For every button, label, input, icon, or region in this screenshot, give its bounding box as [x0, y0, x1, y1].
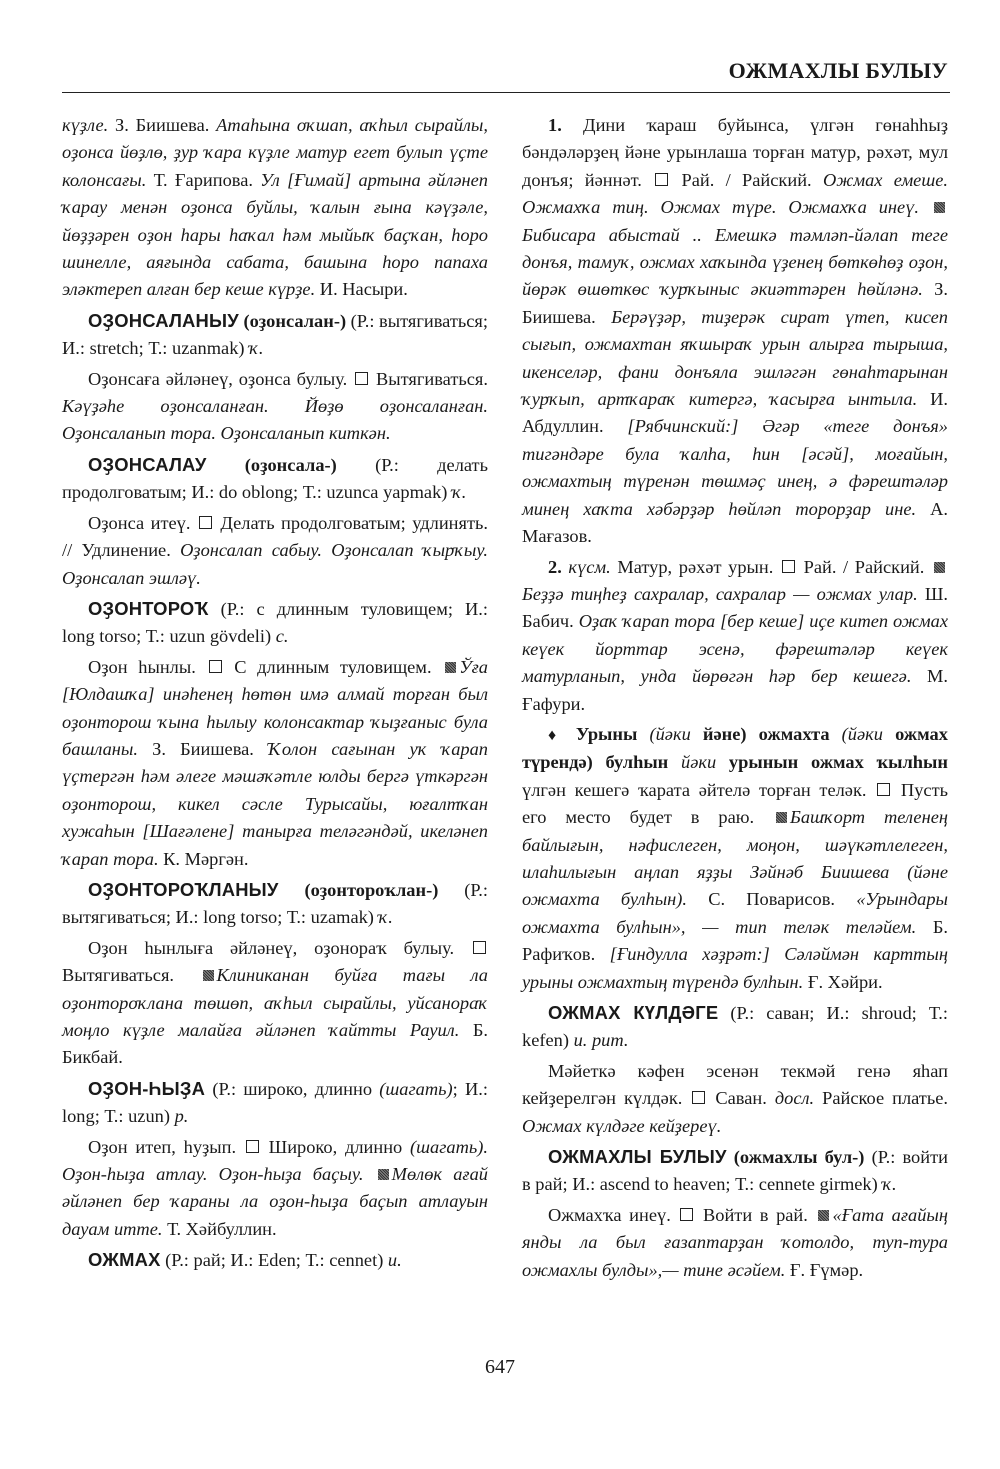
translation-marker-icon	[692, 1091, 705, 1104]
example-marker-icon	[776, 812, 787, 823]
headword: ОҘОНСАЛАНЫУ	[88, 309, 239, 331]
entry-ozhmakhly-bulyu: ОЖМАХЛЫ БУЛЫУ (ожмахлы бул-) (Р.: войти в рай; И.: ascend to heaven; Т.: cennete girmek) ҡ.	[522, 1146, 948, 1195]
headword: ОҘОНСАЛАУ	[88, 453, 207, 475]
example-marker-icon	[934, 562, 945, 573]
idiom-diamond-icon: ♦	[548, 726, 564, 744]
right-column	[522, 112, 948, 1284]
entry-ozonsalau: ОҘОНСАЛАУ (оҙонсала-) (Р.: делать продолговатым; И.: do oblong; Т.: uzunca yapmak) ҡ.	[62, 453, 488, 503]
sense: Мәйеткә кәфен эсенән текмәй генә яһап кейҙерелгән күлдәк. Саван. досл. Райское платье. Ожмах күлдәге кейҙереү.	[522, 1060, 948, 1136]
sense-1: 1. Дини ҡараш буйынса, үлгән гөнаһһыҙ бәндәләрҙең йәне урынлаша торған матур, рәхәт, мул донъя; йәннәт. Рай. / Райский. Ожмах емеше. Ожмахҡа тиң. Ожмах түре. Ожмахҡа инеү. Бибисара абыстай .. Емешкә тәмләп-йәлап теге донъя, тамуҡ, ожмах хаҡында үҙенең бөткөһөҙ оҙон, йөрәк өшөткөс ҡурҡыныс әкиәттәрен һөйләнә. З. Биишева. Берәүҙәр, тиҙерәк сират үтеп, кисеп сығып, ожмахтан яҡшыраҡ урын алырға тырыша, икенселәр, фани донъяла эшләгән гөнаһтарынан ҡурҡып, артҡараҡ китергә, ҡасырға ынтыла. И. Абдуллин. [Рябчинский:] Әгәр «теге донъя» тигәндәре була ҡалһа, һин [әсәй], моғайын, ожмахтың түренән төшмәҫ инең, ә фәрештәләр минең хаҡта хәбәрҙәр һөйләп торорҙар ине. А. Мағазов.	[522, 115, 948, 547]
continued-entry: күҙле. З. Биишева. Атаһына оҡшап, аҡһыл сырайлы, оҙонса йөҙлө, ҙур ҡара күҙле матур егет булып үҫте колонсағы. Т. Ғарипова. Ул [Ғимай] артына әйләнеп ҡарау менән оҙонса буйлы, ҡалын ғына кәүҙәле, йөҙҙәрен оҙон һары һаҡал һәм мыйыҡ баҫҡан, һоро шинелле, аяғында сабата, башына һоро папаха эләктереп алған бер кеше күрҙе. И. Насыри.	[62, 115, 489, 300]
translation-marker-icon	[655, 173, 668, 186]
idiom: ♦ Урыны (йәки йәне) ожмахта (йәки ожмах түрендә) булһын йәки урынын ожмах ҡылһын үлгән кешегә ҡарата әйтелә торған теләк. Пусть его место будет в раю. Башҡорт теленең байлығын, нәфислеген, моңон, шәүкәтлелеген, илаһилығын аңлап яҙҙы Зәйнәб Биишева (йәне ожмахта булһын). С. Поварисов. «Урындары ожмахта булһын», — тип теләк теләйем. Б. Рафиҡов. [Ғиндулла хәҙрәт:] Сәләймән карттың урыны ожмахтың түрендә булһын. Ғ. Хәйри.	[522, 723, 948, 992]
entry-ozontorok: ОҘОНТОРОҠ (Р.: с длинным туловищем; И.: long torso; Т.: uzun gövdeli) с.	[62, 597, 488, 647]
sense: Оҙонсаға әйләнеү, оҙонса булыу. Вытягиваться. Кәүҙәһе оҙонсаланған. Йөҙө оҙонсаланған. Оҙонсаланып тора. Оҙонсаланып киткән.	[62, 368, 488, 444]
translation-marker-icon	[877, 783, 890, 796]
entry-ozhmakh-kuldage: ОЖМАХ КҮЛДӘГЕ (Р.: саван; И.: shroud; Т.: kefen) и. рит.	[522, 1002, 948, 1051]
example-marker-icon	[934, 202, 945, 213]
headword: ОҘОНТОРОҠЛАНЫУ	[88, 878, 279, 900]
example-marker-icon	[818, 1210, 829, 1221]
headword: ОҘОНТОРОҠ	[88, 597, 209, 619]
headword: ОҘОН-ҺЫҘА	[88, 1077, 206, 1099]
left-column	[62, 112, 488, 1275]
entry-ozon-hyza: ОҘОН-ҺЫҘА (Р.: широко, длинно (шагать); И.: long; Т.: uzun) р.	[62, 1077, 489, 1127]
headword: ОЖМАХЛЫ БУЛЫУ	[548, 1146, 727, 1168]
sense: Ожмахҡа инеү. Войти в рай. «Ғата ағайың янды ла был ғазаптарҙан ҡотолдо, туп-тура ожмахлы булды»,— тине әсәйем. Ғ. Ғүмәр.	[522, 1204, 948, 1280]
sense: Оҙон итеп, һуҙып. Широко, длинно (шагать). Оҙон-һыҙа атлау. Оҙон-һыҙа баҫыу. Мөлөк ағай әйләнеп бер ҡараны ла оҙон-һыҙа баҫып атлауын дауам итте. Т. Хәйбуллин.	[62, 1136, 488, 1239]
translation-marker-icon	[199, 516, 212, 529]
headword: ОЖМАХ	[88, 1249, 161, 1271]
sense: Оҙонса итеү. Делать продолговатым; удлинять. // Удлинение. Оҙонсалап сабыу. Оҙонсалап ҡырҡыу. Оҙонсалап эшләү.	[62, 512, 488, 588]
example-marker-icon	[203, 970, 214, 981]
translation-marker-icon	[680, 1208, 693, 1221]
page-number: 647	[485, 1356, 515, 1378]
page-header	[62, 52, 950, 93]
sense-2: 2. күсм. Матур, рәхәт урын. Рай. / Райский. Беҙҙә тиңһеҙ сахралар, сахралар — ожмах улар. Ш. Бабич. Оҙаҡ ҡарап тора [бер кеше] иҫе китеп ожмах кеүек йорттар эсенә, фәрештәләр кеүек матурланып, унда йөрөгән һәр бер кешегә. М. Ғафури.	[522, 556, 949, 714]
example-marker-icon	[445, 662, 456, 673]
entry-ozontoroklanyu: ОҘОНТОРОҠЛАНЫУ (оҙонтороҡлан-) (Р.: вытягиваться; И.: long torso; Т.: uzamak) ҡ.	[62, 878, 488, 928]
translation-marker-icon	[209, 660, 222, 673]
headword: ОЖМАХ КҮЛДӘГЕ	[548, 1002, 719, 1023]
entry-ozonsalanyu: ОҘОНСАЛАНЫУ (оҙонсалан-) (Р.: вытягиваться; И.: stretch; Т.: uzanmak) ҡ.	[62, 309, 488, 359]
sense: Оҙон һынлы. С длинным туловищем. Ўға [Юлдашҡа] инәһенең һөтөн имә алмай торған был оҙонторош ҡына һылыу колонсактар ҡыҙғаныс була башланы. З. Биишева. Ҡолон сағынан уҡ ҡарап үҫтергән һәм әлеге мәшәҡәтле юлды бергә үткәргән оҙонторош, кикел сәсле Турысайы, юғалтҡан хужаһын [Шағәлене] танырға теләгәндәй, икеләнеп ҡарап тора. К. Мәргән.	[62, 656, 488, 869]
example-marker-icon	[378, 1169, 389, 1180]
translation-marker-icon	[473, 941, 486, 954]
sense: Оҙон һынлыға әйләнеү, оҙонораҡ булыу. Вытягиваться. Клиниканан буйға тағы ла оҙонтороҡлана төшөп, аҡһыл сырайлы, уйсанораҡ моңло күҙле малайға әйләнеп ҡайтты Рауил. Б. Бикбай.	[62, 937, 488, 1068]
running-head: ОЖМАХЛЫ БУЛЫУ	[728, 58, 948, 83]
translation-marker-icon	[355, 372, 368, 385]
translation-marker-icon	[246, 1140, 259, 1153]
translation-marker-icon	[782, 560, 795, 573]
entry-ozhmakh: ОЖМАХ (Р.: рай; И.: Eden; Т.: cennet) и.	[88, 1249, 402, 1271]
